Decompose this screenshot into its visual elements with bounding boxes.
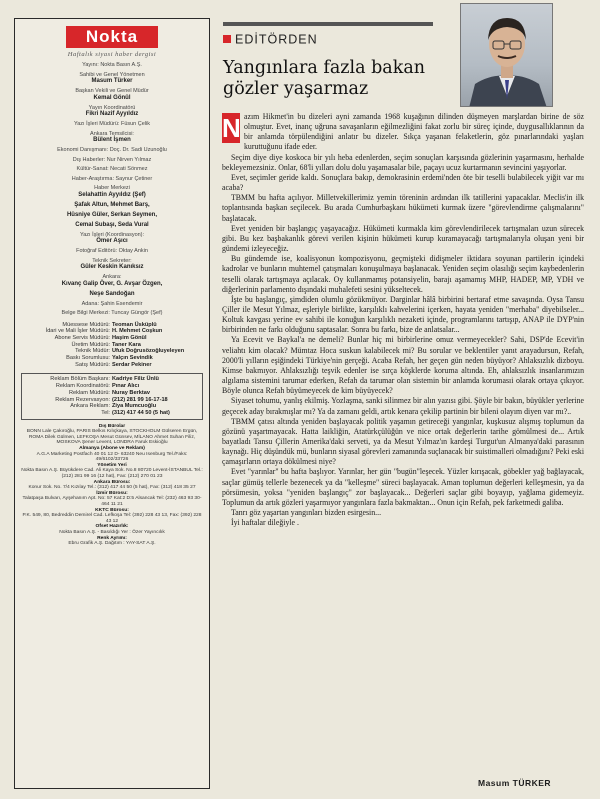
management-name: Ufuk Doğrusözoğluyeleyen — [112, 348, 185, 355]
bureau-entry — [21, 480, 203, 491]
staff-role: Fotoğraf Editörü: Oktay Ankin — [76, 248, 148, 254]
management-name: Taner Kara — [112, 341, 141, 348]
ads-name: (312) 417 44 50 (5 hat) — [112, 409, 170, 416]
author-photo — [460, 3, 553, 107]
staff-role: Ekonomi Danışmanı: Doç. Dr. Sadi Uzunoğlu — [57, 147, 167, 153]
ads-name: Pınar Alıcı — [112, 383, 140, 390]
staff-role: Yazı İşleri Müdürü: Füsun Çelik — [73, 121, 150, 127]
author-signature: Masum TÜRKER — [478, 778, 552, 788]
advertising-box — [21, 373, 203, 419]
ads-role: Reklam Rezervasyon: — [55, 396, 110, 403]
paragraph: İşte bu başlangıç, şimdiden olumlu gözükmüyor. Darginlar hâlâ birbirini bertaraf etme savaşında. Oysa Tansu Çiller ile Mesut Yılmaz, eşleriyle birlikte, karşılıklı kahvelerini içerken, hayata yeniden "merhaba" diyebilseler... Koltuk kavgası yerine ev sahibi ile konuğun karşılıklı nezaketi içinde, programlarını tartışıp, ANAP ile DYP'nin birbirinden ne farkı olduğunu saptasalar. Sonra bu farkı, bize de anlatsalar... — [222, 294, 584, 335]
bureau-text: A.G.A Marketing Postfach 40 01 12 D- 63240 Neu Isenburg Tel./Faks: 49/6102/33726 — [36, 451, 188, 463]
staff-entry — [21, 185, 203, 199]
management-row — [21, 342, 203, 349]
staff-entry — [21, 147, 203, 154]
tagline: Haftalık siyasi haber dergisi — [67, 51, 157, 58]
article-title: Yangınlara fazla bakan gözler yaşarmaz — [223, 58, 426, 99]
staff-role: Haber Merkezi — [94, 185, 130, 191]
staff-entry — [21, 131, 203, 145]
staff-name: Hüsniye Güler, Serkan Seymen, — [66, 211, 158, 218]
staff-role: Yayın Koordinatörü — [88, 104, 136, 111]
bureau-text: Konur Sok. No. 7/4 Kızılay Tel.: (312) 417 44 50 (5 hat), Fax: (312) 418 35 27 — [28, 485, 196, 491]
bureau-entry — [21, 491, 203, 508]
ads-row — [25, 390, 199, 397]
ads-role: Reklam Müdürü: — [68, 389, 110, 396]
bureau-text: P.K. 549, 80, Bedreddin Demirel Cad. Lefkoşa Tel: (392) 228 43 13, Fax: (392) 228 43 12 — [22, 513, 202, 524]
staff-entry — [21, 202, 203, 209]
staff-role: Başkan Vekili ve Genel Müdür — [75, 88, 149, 94]
staff-role: Kültür-Sanat: Necati Sönmez — [76, 166, 148, 172]
staff-entry — [21, 310, 203, 317]
paragraph: TBMM bu hafta açılıyor. Milletvekillerimiz yemin töreninin ardından ilk tatillerini yapacaklar. Meclis'in ilk toplantısında başkan seçilecek. Bu arada Cumhurbaşkanı hükümeti kurmak üzere "görevlendirme çalışmalarını" başlatacak. — [222, 193, 584, 223]
bureau-heading: Ankara Bürosu: — [93, 479, 131, 485]
ads-role: Tel: — [101, 409, 110, 416]
paragraph: Siyaset tohumu, yanlış ekilmiş. Yozlaşma, sanki silinmez bir alın yazısı gibi. Şöyle bir bakın, büyükler yerlerine geçecek aday bırakmışlar mı? Ya da zamanı geldi, artık kenara çekilip partinin bir bileni olayım diyen var mı?.. — [222, 396, 584, 416]
bureau-entry — [21, 446, 203, 463]
bureau-entry — [21, 524, 203, 535]
bureau-heading: İzmir Bürosu: — [96, 490, 128, 496]
bureau-text: Ebru Grafik A.Ş. Dağıtım : YAY-SAT A.Ş. — [68, 541, 156, 547]
staff-name: Ömer Aşıcı — [96, 238, 128, 244]
paragraph: Ya Ecevit ve Baykal'a ne demeli? Bunlar hiç mi birbirlerine omuz vermeyecekler? Sahi, DSP'de Ecevit'in veliahtı kim olacak? Mümtaz Hoca suskun kalabilecek mi? Bu sorular ve beklentiler yanıt arayadursun, Refah, 2000'li yılların eşiğindeki Türkiye'nin gerçeği. Acaba Refah, her geçen gün neden büyüyor? Ahlaksızlık dizboyu. Kimse bakmıyor. Ahlaksızlığı teşvik edenler ise sırça köşklerde koruma altında. Eh, ahlaksızlık insanlarımızın algılama sistemini tarumar ederken, Refah da tarumar olan sistemin bir anlamda korumasıi olarak ortaya çıkıyor. Böyle olunca Refah büyümeyecek de kim büyüyecek? — [222, 335, 584, 396]
staff-role: Ankara: — [102, 274, 122, 280]
staff-entry — [21, 88, 203, 102]
staff-entry — [21, 274, 203, 288]
staff-role: Teknik Sekreter: — [92, 257, 132, 264]
ads-row — [25, 403, 199, 410]
management-role: Baskı Sorumlusu: — [66, 355, 110, 362]
bureau-text: Nokta Basın A.Ş. - Basıldığı Yer : Özer Yayıncılık — [59, 529, 165, 535]
paragraph: İyi haftalar dileğiyle . — [231, 518, 299, 528]
staff-entry — [21, 291, 203, 298]
ads-role: Reklam Bölüm Başkanı: — [50, 376, 110, 383]
drop-cap: N — [222, 113, 241, 143]
staff-entry — [21, 157, 203, 164]
red-square-icon — [223, 35, 231, 43]
masthead-box — [14, 18, 210, 789]
staff-name: Selahattin Ayyıldız (Şef) — [78, 191, 146, 198]
staff-entry — [21, 301, 203, 308]
staff-entry — [21, 222, 203, 229]
management-role: İdari ve Mali İşler Müdürü: — [45, 328, 110, 335]
paragraph: Evet yeniden bir başlangıç yaşayacağız. Hükümeti kurmakla kim görevlendirilecek tartışmaları uzun sürecek gibi. Bu kez başbakanlık görevi verilen kişinin hükümeti kurup kuramayacağı tartışmalarıyla oluşan yeni bir gündemi izleyeceğiz. — [222, 223, 584, 254]
ads-name: Kadriye Filiz Ünlü — [112, 376, 159, 383]
ads-role: Reklam Koordinatörü: — [55, 383, 110, 390]
management-role: Üretim Müdürü: — [71, 341, 110, 348]
bureau-heading: Almanya (Abone ve Reklam) — [79, 446, 145, 452]
management-role: Abone Servis Müdürü: — [54, 334, 110, 341]
bureau-heading: Dış Bürolar — [98, 423, 126, 429]
management-name: Haşim Gönül — [112, 334, 147, 341]
bureaus-list — [21, 424, 203, 547]
management-row — [21, 362, 203, 369]
staff-name: Cemal Subaşı, Seda Vural — [75, 221, 149, 228]
management-role: Satış Müdürü: — [75, 361, 110, 368]
bureau-entry — [21, 508, 203, 525]
paragraph: TBMM çatısı altında yeniden başlayacak politik yaşamın getireceği yangınlar, kuşkusuz alışmış toplumun da gözünü yaşartmayacak. Hatta laikliğin, Atatürkçülüğün ve nice ortak değerlerin tarihe gömülmesi de... Artık bayatladı Tansu Çillerin Amerika'daki serveti, ya da Mesut Yılmaz'ın kardeşi Turgut'un Almanya'daki parasının kaynağı. Hiç düşündük mü, bunların siyasal görevleri zamanında suçlanacak bir suistimalleri olmadığını? Peki eski çamaşırların ortaya dökülmesi niye? — [222, 416, 584, 467]
staff-name: Şafak Altun, Mehmet Barş, — [74, 201, 150, 208]
bureau-entry — [21, 536, 203, 547]
ads-name: Nuray Berktav — [112, 389, 150, 396]
ads-row — [25, 383, 199, 390]
bureau-text: Nokta Basın A.Ş. Büyükdere Cad. Ali Kaya Sok. No.8 80720 Levent-İSTANBUL Tel.: (212) 281 99 16 (12 hat), Fax: (212) 270 01 23 — [21, 468, 203, 479]
staff-name: Güler Keskin Kanıksız — [80, 264, 144, 270]
staff-role: Haber-Araştırma: Saynur Çetiner — [71, 175, 153, 182]
staff-entry — [21, 248, 203, 255]
management-list — [21, 322, 203, 369]
staff-role: Ankara Temsilcisi: — [90, 130, 134, 137]
paragraph: Seçim diye diye koskoca bir yılı heba edenlerden, seçim sonuçları karşısında gözlerinin yaşarmasını, herhalde bekleyemezsiniz. Onlar, 68'li yılları dolu dolu yaşamasalar bile, paçayı ucuz kurtarmanın sevincini yaşıyorlar. — [222, 152, 584, 172]
staff-role: Yazı İşleri (Koordinasyon): — [79, 231, 145, 238]
bureau-heading: Renk Ayrımı: — [97, 535, 127, 541]
management-name: Teoman Üsküplü — [112, 321, 157, 328]
article-body — [222, 112, 584, 782]
nokta-logo: Nokta — [66, 26, 158, 48]
staff-name: Bülent İşmen — [93, 137, 131, 143]
management-row — [21, 355, 203, 362]
staff-role: Belge Bilgi Merkezi: Tuncay Güngör (Şef) — [61, 310, 163, 316]
management-role: Müessese Müdürü: — [62, 321, 110, 328]
bureau-heading: Ofset Hazırlık: — [95, 524, 129, 530]
paragraph: Evet, seçimler geride kaldı. Sonuçlara bakıp, demokrasinin erdemi'nden öte bir teselli bulabilecek yiğit var mı acaba? — [222, 172, 584, 193]
management-row — [21, 328, 203, 335]
management-name: Yalçın Sevindik — [112, 355, 153, 362]
staff-entry — [21, 212, 203, 219]
bureau-text: Talatpaşa Bulvarı, Ayşehanım Apt. No: 57 Kat:2 D:5 Alsancak Tel: (232) 463 93 30-464 11 21 — [22, 496, 202, 507]
staff-name: Kemal Gönül — [93, 94, 131, 101]
section-header — [223, 22, 433, 48]
staff-role: Sahibi ve Genel Yönetmen — [79, 71, 145, 78]
paragraph-first — [222, 112, 584, 153]
staff-name: Neşe Sandoğan — [89, 290, 135, 297]
ads-row — [25, 410, 199, 417]
bureau-heading: KKTC Bürosu: — [95, 507, 129, 513]
portrait-image — [461, 4, 553, 107]
staff-entry — [21, 166, 203, 173]
staff-name: Fikri Nazif Ayyıldız — [85, 111, 139, 117]
staff-entry — [21, 62, 203, 69]
staff-entry — [21, 121, 203, 128]
staff-entry — [21, 258, 203, 272]
management-name: Serdar Pekiner — [112, 361, 152, 368]
staff-role: Adana: Şahin Esendemir — [81, 300, 143, 307]
ads-role: Ankara Reklam: — [70, 403, 110, 410]
management-role: Teknik Müdür: — [75, 348, 110, 355]
bureau-heading: Yönetim Yeri — [97, 462, 127, 468]
staff-name: Masum Türker — [91, 78, 133, 84]
paragraph: Bu gündemde ise, koalisyonun kompozisyonu, geçmişteki didişmeler iktidara soyunan partilerin içindeki kadrolar ve bunların muhtemel çatışmaları konuşulmaya başlanacak. Yeniden seçim olasılığı seçim kaybedenlerin teselli olarak tartışmaya açılacak. Oy kullanmamış potansiyelin, barajı aşamamış MHP, HADEP, MP, YDH ve diğerlerinin parlamento dışındaki muhalefeti sesini yükseltecek. — [222, 254, 584, 294]
ads-name: (212) 281 99 16-17-18 — [112, 396, 168, 403]
staff-entry — [21, 105, 203, 119]
paragraph: Tanrı göz yaşartan yangınları bizden esirgesin... — [231, 508, 382, 518]
staff-entry — [21, 232, 203, 246]
ads-row — [25, 397, 199, 404]
staff-entry — [21, 176, 203, 183]
staff-list — [21, 62, 203, 317]
management-row — [21, 335, 203, 342]
management-row — [21, 348, 203, 355]
staff-role: Dış Haberler: Nur Nirven Yılmaz — [72, 156, 152, 163]
staff-entry — [21, 72, 203, 86]
bureau-entry — [21, 424, 203, 446]
bureau-text: BONN Lale Çakıroğlu, PARIS Belkıs Kılıçkaya, STOCKHOLM Gülseren Ergün, ROMA Dilek Gülmen, LEFKOŞA Mesut Günsev, MİLANO Ahmet Suhan Filiz, MOSKOVA Şener Levent, LONDRA Faruk Eskioğlu — [26, 429, 198, 446]
paragraph: Evet "yarınlar" bu hafta başlıyor. Yarınlar, her gün "bugün"leşecek. Yüzler kırışacak, göbekler yağ bağlayacak, saçlar gümüş tellerle bezenecek ya da "kelleşme" süreci başlayacak. Aman toplumun değerleri kelleşmesin, ya da pörsümesin, yoksa "yeniden başlangıç" zor başlayacak... Değerleri saçlar gibi boyayıp, yağlama gidemeyiz. Toplumun da artık gözleri yaşarmıyor yangınlara fazla bakmaktan... Onun için Refah, pek farketmedi galiba. — [222, 467, 584, 507]
staff-name: Kıvanç Galip Över, G. Avşar Özgen, — [61, 280, 163, 287]
ads-row — [25, 376, 199, 383]
bureau-entry — [21, 463, 203, 480]
management-name: H. Mehmet Coşkun — [112, 328, 163, 335]
paragraph-text: azım Hikmet'in bu dizeleri ayni zamanda 1968 kuşağının dilinden düşmeyen marşlardan birine de söz olmuştur. Evet, inanç uğruna savaşanların eğilmezliğini fakat zorlu bir süreç içinde, duygusallıklarının da bir anlamda törpülendiğini anlatır bu dizeler. Sıkça yaşanan felaketlerin, göz pınarlarındaki yaşları kuruttuğunu ifade eder. — [244, 112, 584, 152]
staff-role: Yayını: Nokta Basın A.Ş. — [82, 62, 142, 68]
section-label: EDİTÖRDEN — [235, 32, 318, 47]
ads-name: Ziya Mumcuoğlu — [112, 403, 157, 410]
